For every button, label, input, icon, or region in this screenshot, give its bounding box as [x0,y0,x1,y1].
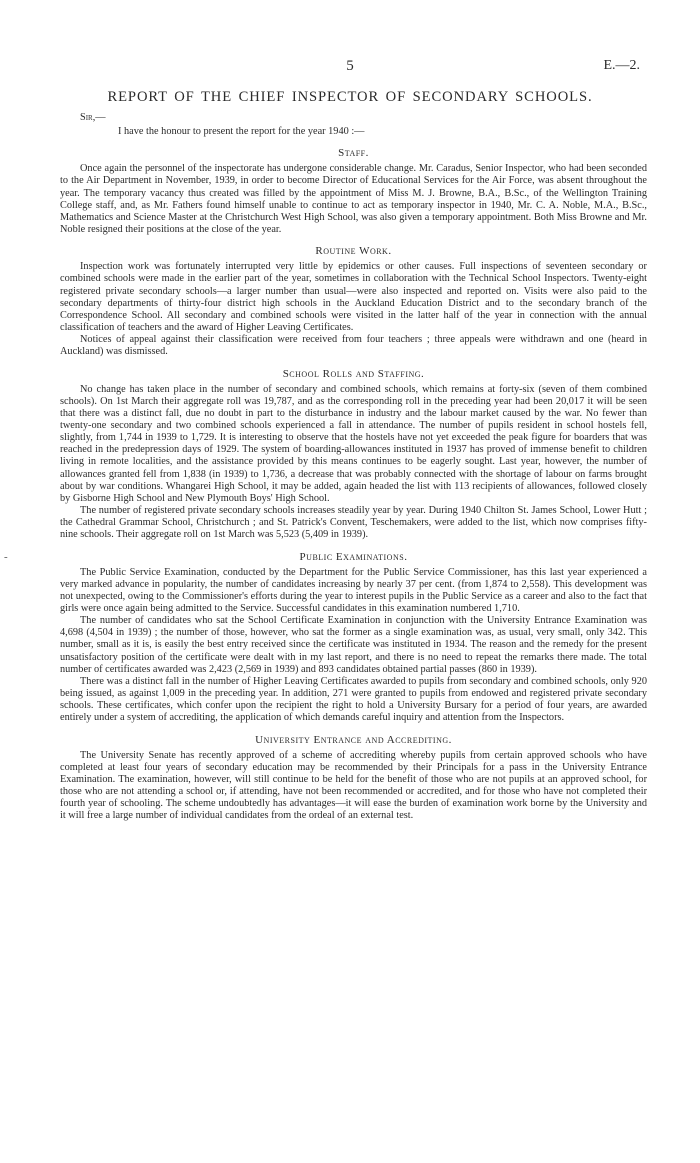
section-heading-school-rolls: School Rolls and Staffing. [282,367,425,380]
section-heading-routine-work: Routine Work. [315,245,392,258]
section-heading-public-examinations: Public Examinations. [299,550,408,563]
section-heading-staff: Staff. [338,147,369,160]
paragraph: The number of registered private secondary schools increases steadily year by year. During 1940 Chilton St. James School, Lower Hutt ; the Cathedral Grammar School, Christchurch ; and St. Patrick's Convent, Teschemakers, were added to the list, which now comprises fifty-nine schools. Their aggregate roll on 1st March was 5,523 (5,409 in 1939). [60,505,647,541]
report-body [60,112,647,823]
section-heading-university-entrance: University Entrance and Accrediting. [255,733,452,746]
paragraph: Notices of appeal against their classification were received from four teachers ; three appeals were withdrawn and one (heard in Auckland) was dismissed. [60,334,647,358]
paragraph: There was a distinct fall in the number of Higher Leaving Certificates awarded to pupils from secondary and combined schools, only 920 being issued, as against 1,009 in the preceding year. In addition, 271 were granted to pupils from endowed and registered private secondary schools. These certificates, which confer upon the recipient the right to hold a University Bursary for a period of four years, are awarded entirely under a system of accrediting, the application of which demands careful inquiry and attention from the Inspectors. [60,675,647,724]
paragraph: No change has taken place in the number of secondary and combined schools, which remains at forty-six (seven of them combined schools). On 1st March their aggregate roll was 19,787, and as the corresponding roll in the preceding year had been 20,017 it will be seen that there was a distinct fall, due no doubt in part to the disturbance in industry and the labour market caused by the war. No fewer than twenty-one secondary and two combined schools experienced a fall in attendance. The number of pupils resident in school hostels fell, slightly, from 1,744 in 1939 to 1,729. It is interesting to observe that the hostels have not yet exceeded the peak figure for boarders that was reached in the predepression days of 1929. The system of boarding-allowances instituted in 1937 has proved of immense benefit to children living in remote localities, and the assistance provided by this means continues to be eagerly sought. Last year, however, the number of allowances granted fell from 1,838 (in 1939) to 1,736, a decrease that was probably connected with the shortage of labour on farms brought about by war conditions. Whangarei High School, it may be added, again headed the list with 113 recipients of allowances, followed closely by Gisborne High School and New Plymouth Boys' High School. [60,383,647,504]
paragraph: The Public Service Examination, conducted by the Department for the Public Service Commissioner, has this last year experienced a very marked advance in popularity, the number of candidates increasing by nearly 37 per cent. (from 1,874 to 2,558). This development was not unexpected, owing to the Commissioner's efforts during the year to interest pupils in the Public Service as a career and also to the fact that girls were once again being admitted to the Service. Successful candidates in this examination numbered 1,710. [60,566,647,614]
margin-mark: ‑ [4,551,8,563]
opening-line: I have the honour to present the report for the year 1940 :— [118,126,365,138]
paragraph: The number of candidates who sat the School Certificate Examination in conjunction with the University Entrance Examination was 4,698 (4,504 in 1939) ; the number of those, however, who sat the former as a single examination was, as usual, very small, only 342. This number, small as it is, is easily the best entry received since the certificate was instituted in 1934. The reason and the remedy for the present unsatisfactory position of the certificate were dealt with in my last report, and there is no need to repeat the remarks there made. The total number of certificates awarded was 2,423 (2,569 in 1939) and 893 candidates obtained partial passes (860 in 1939). [60,615,647,675]
page-reference: E.—2. [603,58,640,73]
report-title: REPORT OF THE CHIEF INSPECTOR OF SECONDARY SCHOOLS. [107,89,593,105]
page-number: 5 [346,58,354,74]
paragraph: Inspection work was fortunately interrupted very little by epidemics or other causes. Full inspections of seventeen secondary or combined schools were made in the earlier part of the year, sometimes in collaboration with the Technical School Inspectors. Twenty-eight registered private secondary schools—a larger number than usual—were also inspected and reported on. Visits were also paid to the secondary departments of thirty-four district high schools in the Auckland Education District and to the secondary branch of the Correspondence School. All secondary and combined schools were visited in the latter half of the year in connection with the annual classification of teachers and the award of Higher Leaving Certificates. [60,261,647,334]
salutation: Sir,— [80,112,106,123]
paragraph: Once again the personnel of the inspectorate has undergone considerable change. Mr. Caradus, Senior Inspector, who had been seconded to the Air Department in November, 1939, in order to become Director of Educational Services for the Air Force, was absent throughout the year. The temporary vacancy thus created was filled by the appointment of Miss M. J. Browne, B.A., B.Sc., of the Wellington Training College staff, and, as Mr. Fathers found himself unable to continue to act as temporary inspector in 1940, Mr. C. A. Noble, M.A., B.Sc., Mathematics and Science Master at the Christchurch West High School, was also given a temporary appointment. Both Miss Browne and Mr. Noble resigned their positions at the close of the year. [60,163,647,236]
paragraph: The University Senate has recently approved of a scheme of accrediting whereby pupils from certain approved schools who have completed at least four years of secondary education may be recommended by their Principals for a pass in the University Entrance Examination. The examination, however, will still continue to be held for the benefit of those who are not pupils at an approved school, for those who are not attending a school or, if attending, have not been recommended or accredited, and for those who have not completed their fourth year of schooling. The scheme undoubtedly has advantages—it will ease the burden of examination work borne by the University and it will free a large number of individual candidates from the ordeal of an external test. [60,749,647,822]
